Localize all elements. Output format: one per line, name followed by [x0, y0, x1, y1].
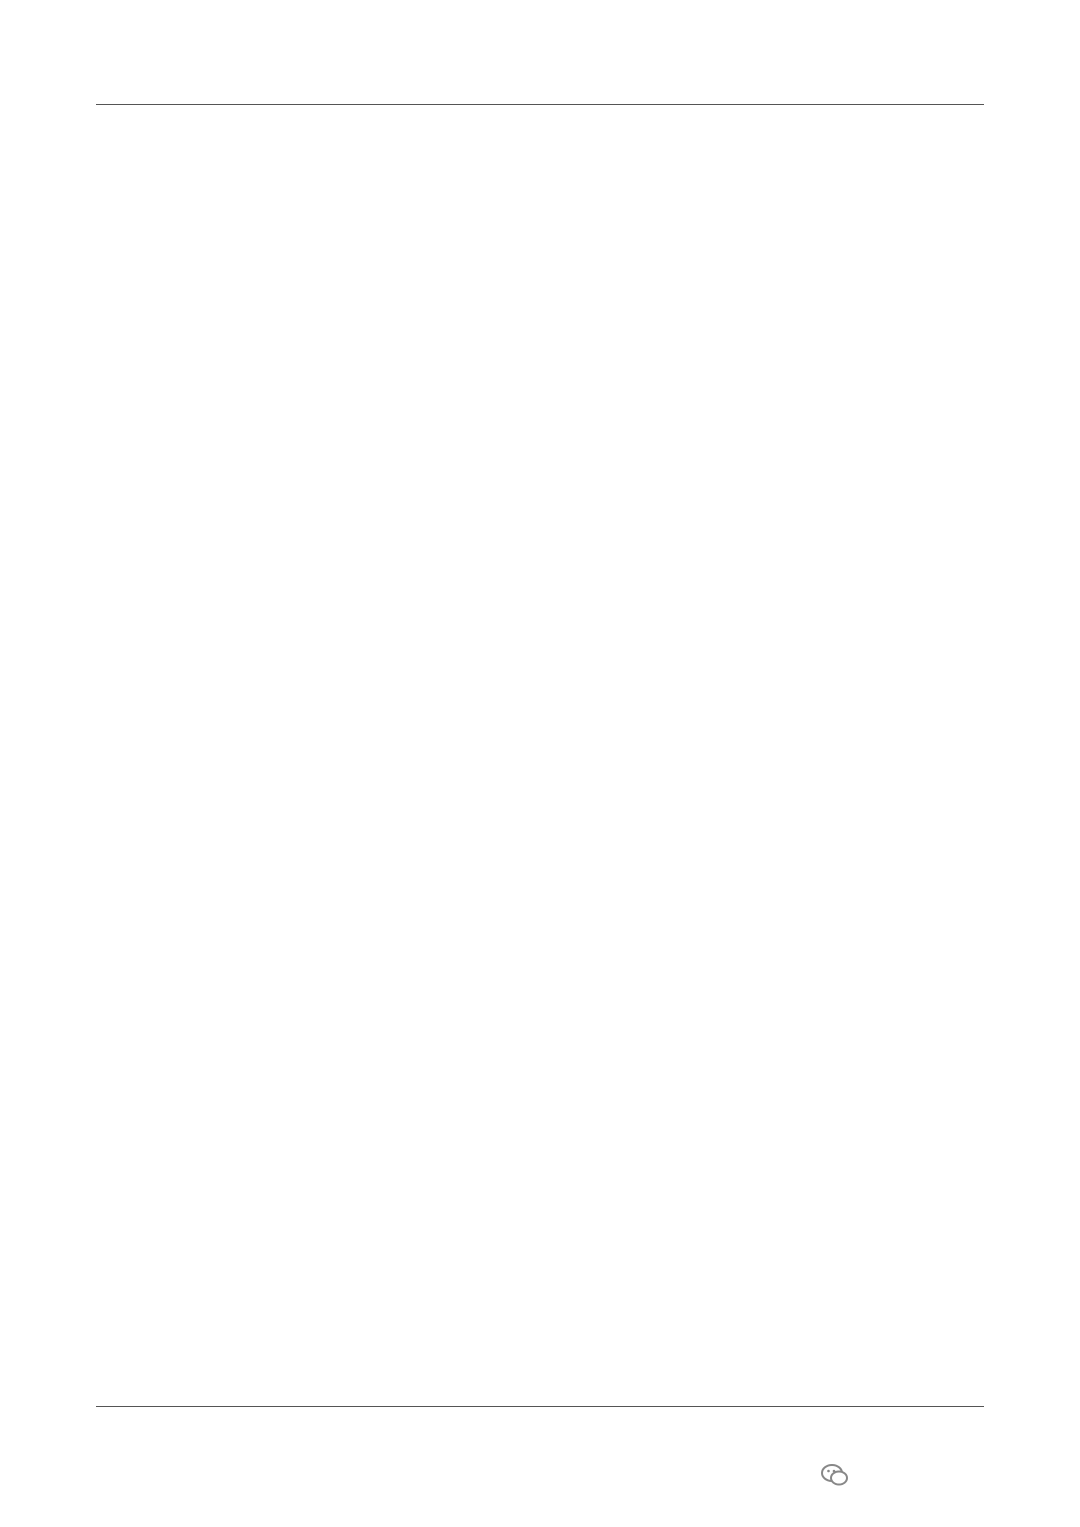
footer-divider — [96, 1406, 984, 1407]
wechat-account-badge — [820, 1460, 858, 1490]
header-divider — [96, 104, 984, 105]
wechat-icon — [820, 1460, 850, 1490]
